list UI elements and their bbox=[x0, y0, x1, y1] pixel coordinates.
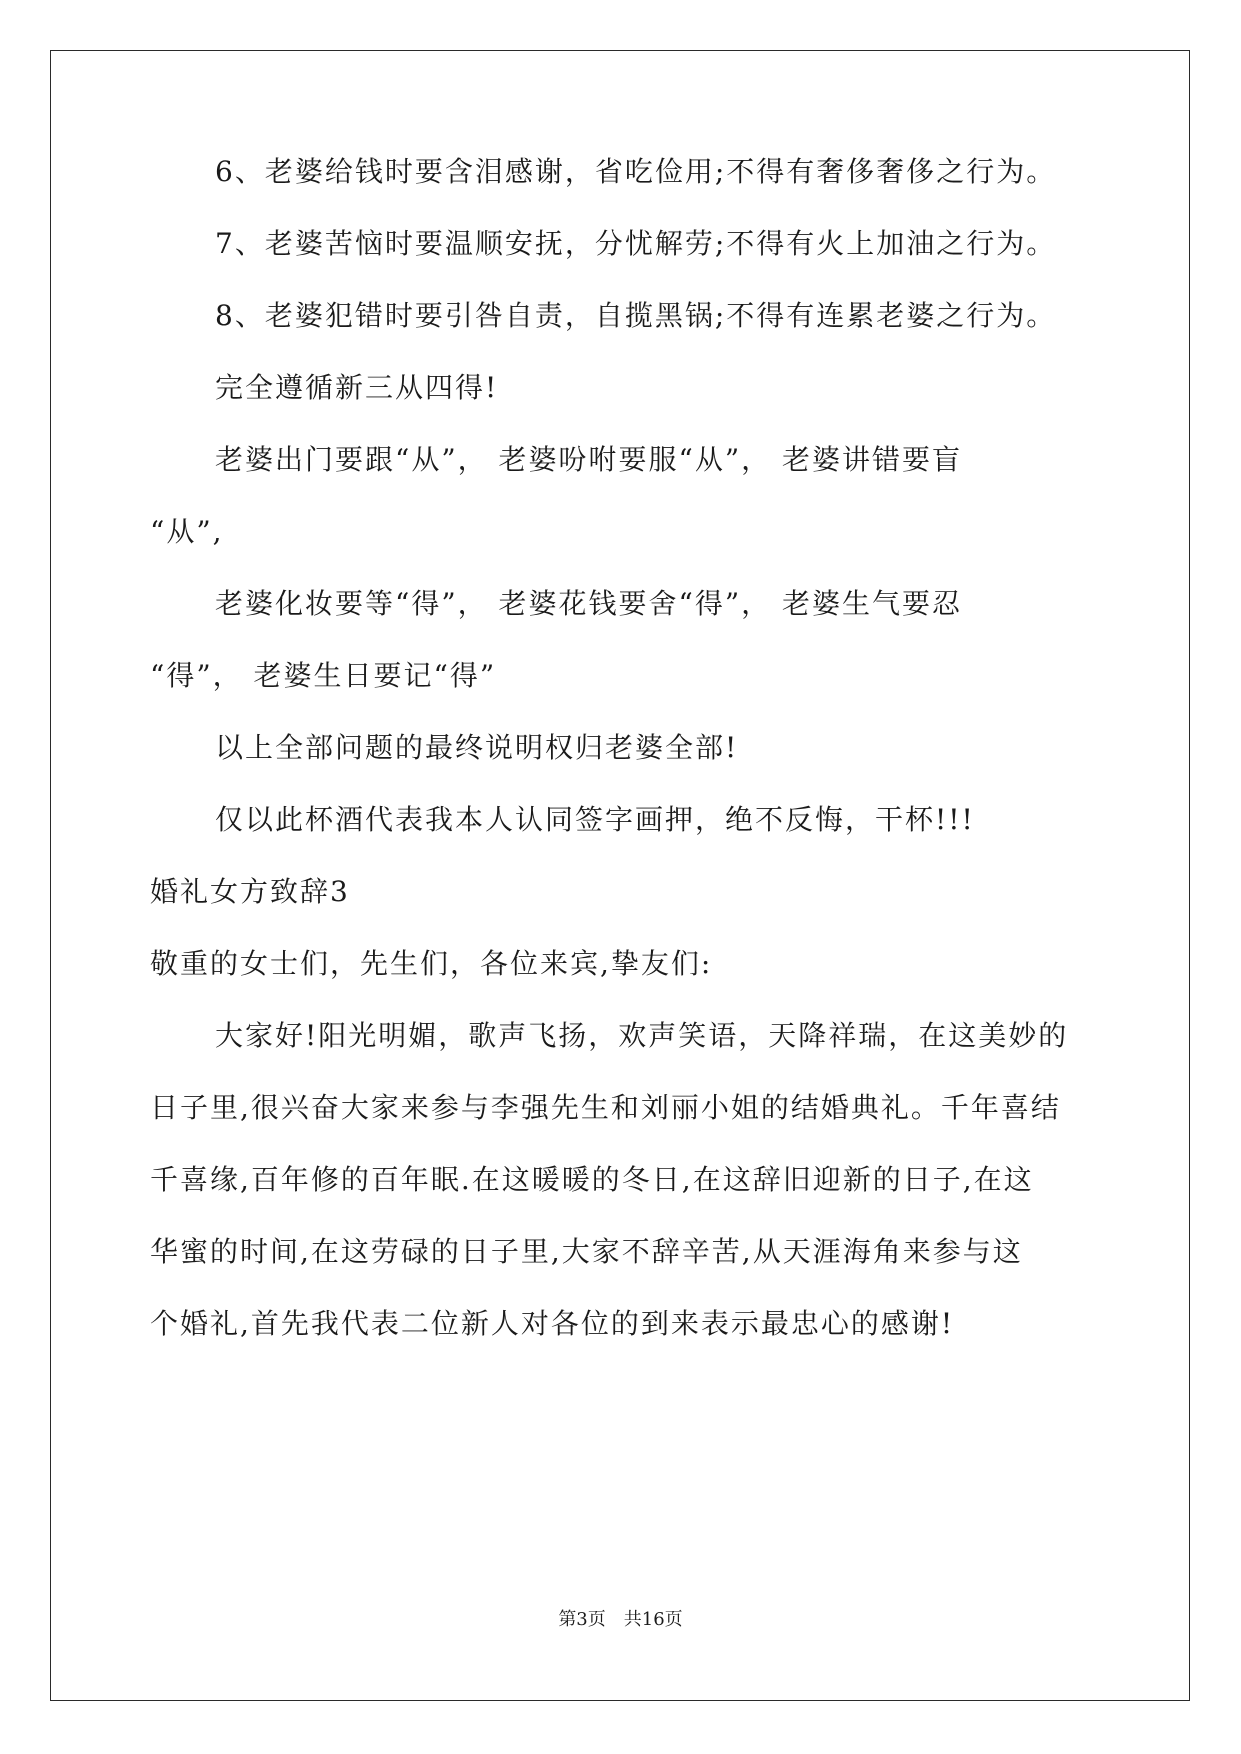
speech-line-1: 大家好!阳光明媚，歌声飞扬，欢声笑语，天降祥瑞，在这美妙的 bbox=[215, 1019, 1069, 1052]
de-line-1: 老婆化妆要等“得”， 老婆花钱要舍“得”， 老婆生气要忍 bbox=[215, 587, 963, 620]
summary-line: 完全遵循新三从四得! bbox=[215, 371, 499, 404]
rule-7-line: 7、老婆苦恼时要温顺安抚，分忧解劳;不得有火上加油之行为。 bbox=[215, 227, 1057, 260]
toast-line: 仅以此杯酒代表我本人认同签字画押，绝不反悔，干杯!!! bbox=[215, 803, 975, 836]
speech-line-5: 个婚礼,首先我代表二位新人对各位的到来表示最忠心的感谢! bbox=[150, 1307, 955, 1340]
rule-8-line: 8、老婆犯错时要引咎自责，自揽黑锅;不得有连累老婆之行为。 bbox=[215, 299, 1057, 332]
cong-line-2: “从”, bbox=[150, 515, 224, 548]
greeting-line: 敬重的女士们，先生们，各位来宾,挚友们: bbox=[150, 947, 713, 980]
de-line-2: “得”， 老婆生日要记“得” bbox=[150, 659, 497, 692]
rule-6-line: 6、老婆给钱时要含泪感谢，省吃俭用;不得有奢侈奢侈之行为。 bbox=[215, 155, 1057, 188]
cong-line-1: 老婆出门要跟“从”， 老婆吩咐要服“从”， 老婆讲错要盲 bbox=[215, 443, 963, 476]
speech-line-2: 日子里,很兴奋大家来参与李强先生和刘丽小姐的结婚典礼。千年喜结 bbox=[150, 1091, 1061, 1124]
page-number-footer: 第3页 共16页 bbox=[558, 1609, 683, 1630]
section-heading: 婚礼女方致辞3 bbox=[150, 875, 350, 908]
rights-line: 以上全部问题的最终说明权归老婆全部! bbox=[215, 731, 739, 764]
speech-line-4: 华蜜的时间,在这劳碌的日子里,大家不辞辛苦,从天涯海角来参与这 bbox=[150, 1235, 1023, 1268]
speech-line-3: 千喜缘,百年修的百年眠.在这暖暖的冬日,在这辞旧迎新的日子,在这 bbox=[150, 1163, 1034, 1196]
